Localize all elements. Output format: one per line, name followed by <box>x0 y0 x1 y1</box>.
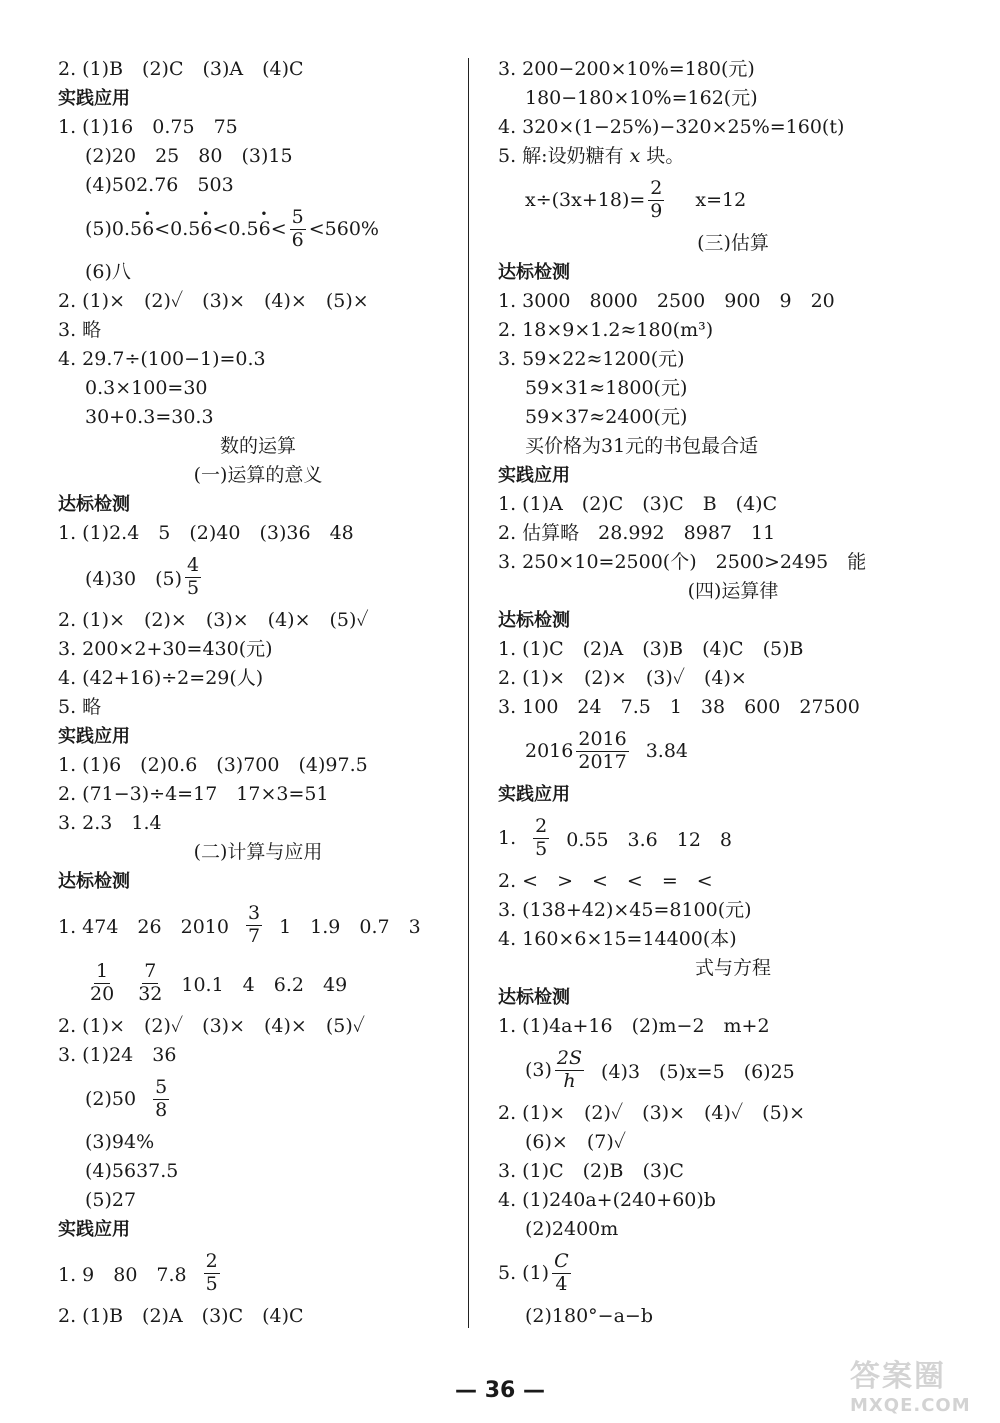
denominator: 32 <box>138 982 163 1005</box>
subsection-title: (四)运算律 <box>687 580 779 602</box>
numerator: 2S <box>556 1046 583 1069</box>
numerator: C <box>554 1249 569 1272</box>
fraction <box>246 903 262 948</box>
answer-line: 2. 估算略 28.992 8987 11 <box>498 522 776 544</box>
answer-line: 买价格为31元的书包最合适 <box>525 435 759 457</box>
answer-text: (4)3 (5)x=5 (6)25 <box>601 1060 795 1083</box>
answer-line: 4. 160×6×15=14400(本) <box>498 928 737 950</box>
subsection-title: (二)计算与应用 <box>193 841 323 863</box>
answer-text: 1. 9 80 7.8 <box>58 1263 187 1286</box>
answer-line: 4. (42+16)÷2=29(人) <box>58 667 264 689</box>
answer-line: 1. (1)16 0.75 75 <box>58 116 238 138</box>
answer-text: (2)50 <box>85 1088 137 1110</box>
answer-line: 3. (138+42)×45=8100(元) <box>498 899 752 921</box>
answer-line: 3. 200×2+30=430(元) <box>58 638 273 660</box>
chapter-title: 式与方程 <box>694 957 771 979</box>
answer-text: <0.5 <box>212 218 259 240</box>
answer-line: 1. (1)2.4 5 (2)40 (3)36 48 <box>58 522 354 544</box>
answer-text: 块。 <box>646 145 685 167</box>
answer-line: 5. 略 <box>58 696 102 718</box>
answer-text: 10.1 4 6.2 49 <box>181 973 348 996</box>
answer-line-with-fraction <box>58 896 458 954</box>
answer-line: 3. 59×22≈1200(元) <box>498 348 685 370</box>
answer-line: (5)27 <box>85 1189 137 1211</box>
fraction <box>576 729 628 774</box>
subsection-title: (三)估算 <box>697 232 769 254</box>
answer-line-with-fraction <box>58 200 458 258</box>
section-heading: 达标检测 <box>58 494 130 515</box>
answer-line: 2. (71−3)÷4=17 17×3=51 <box>58 783 329 805</box>
answer-line: 3. 100 24 7.5 1 38 600 27500 <box>498 696 860 718</box>
numerator: 2 <box>650 176 663 199</box>
answer-text: (5)0.5 <box>85 218 143 240</box>
answer-line: (2)2400m <box>525 1218 619 1240</box>
answer-line: 3. (1)C (2)B (3)C <box>498 1160 684 1182</box>
answer-line: 2. 18×9×1.2≈180(m³) <box>498 319 714 341</box>
section-heading: 实践应用 <box>498 465 570 486</box>
answer-line: 180−180×10%=162(元) <box>525 87 758 109</box>
denominator: 8 <box>155 1098 168 1121</box>
subsection-title: (一)运算的意义 <box>193 464 323 486</box>
section-heading: 实践应用 <box>498 784 570 805</box>
denominator: 5 <box>205 1272 218 1295</box>
section-heading: 达标检测 <box>498 610 570 631</box>
numerator: 2 <box>535 814 548 837</box>
answer-text: · 6<0.5 <box>142 218 200 240</box>
section-heading: 实践应用 <box>58 726 130 747</box>
answer-line: 2. (1)× (2)× (3)✓ (4)× <box>498 667 747 689</box>
answer-line-with-fraction <box>58 548 458 606</box>
answer-text: 1. 474 26 2010 <box>58 915 229 938</box>
column-divider <box>468 58 469 1328</box>
answer-line: 2. (1)B (2)A (3)C (4)C <box>58 1305 304 1327</box>
answer-line: 1. (1)A (2)C (3)C B (4)C <box>498 493 778 515</box>
answer-line-with-fraction <box>498 809 968 867</box>
denominator: 4 <box>555 1272 568 1295</box>
section-heading: 达标检测 <box>498 262 570 283</box>
answer-line: 0.3×100=30 <box>85 377 208 399</box>
left-column <box>58 55 458 1331</box>
answer-line: (4)5637.5 <box>85 1160 179 1182</box>
answer-line: 3. 2.3 1.4 <box>58 812 162 834</box>
denominator: h <box>563 1069 576 1092</box>
answer-text: 5. 解:设奶糖有 <box>498 145 624 167</box>
fraction <box>153 1077 169 1122</box>
answer-line: 3. (1)24 36 <box>58 1044 177 1066</box>
answer-line: 2. (1)× (2)× (3)× (4)× (5)✓ <box>58 609 369 631</box>
answer-text: 2016 <box>525 740 574 762</box>
answer-line: 2. (1)B (2)C (3)A (4)C <box>58 58 304 80</box>
denominator: 5 <box>535 837 548 860</box>
numerator: 1 <box>96 959 109 982</box>
numerator: 2016 <box>578 727 627 750</box>
variable: x <box>629 145 641 167</box>
answer-line: 1. (1)6 (2)0.6 (3)700 (4)97.5 <box>58 754 368 776</box>
answer-text: x÷(3x+18)= <box>525 189 646 211</box>
fraction <box>136 961 164 1006</box>
answer-line: 30+0.3=30.3 <box>85 406 214 428</box>
answer-line: 59×31≈1800(元) <box>525 377 688 399</box>
numerator: 4 <box>187 553 200 576</box>
denominator: 9 <box>650 199 663 222</box>
answer-line: 3. 略 <box>58 319 102 341</box>
fraction <box>552 1251 571 1296</box>
fraction <box>648 178 664 223</box>
answer-line: (3)94% <box>85 1131 155 1153</box>
answer-text: 1 1.9 0.7 3 <box>279 915 421 938</box>
answer-line: (2)180°−a−b <box>525 1305 654 1327</box>
answer-text: 0.55 3.6 12 8 <box>566 828 733 851</box>
answer-text: x=12 <box>695 189 747 211</box>
numerator: 2 <box>205 1249 218 1272</box>
section-heading: 实践应用 <box>58 88 130 109</box>
answer-line-with-fraction <box>498 722 968 780</box>
answer-text: (4)30 (5) <box>85 567 183 590</box>
answer-line: 4. 29.7÷(100−1)=0.3 <box>58 348 266 370</box>
answer-line: (2)20 25 80 (3)15 <box>85 145 293 167</box>
answer-text: · 6 <box>200 218 212 240</box>
answer-line-with-fraction <box>498 1041 968 1099</box>
answer-line: (6)× (7)✓ <box>525 1131 627 1153</box>
numerator: 5 <box>291 205 304 228</box>
answer-line: (6)八 <box>85 261 131 283</box>
answer-text: 1. <box>498 827 517 849</box>
denominator: 6 <box>291 228 304 251</box>
numerator: 5 <box>155 1075 168 1098</box>
answer-line: 3. 200−200×10%=180(元) <box>498 58 755 80</box>
section-heading: 实践应用 <box>58 1219 130 1240</box>
answer-text: 5. (1) <box>498 1262 550 1284</box>
fraction <box>88 961 116 1006</box>
numerator: 3 <box>247 901 261 924</box>
denominator: 2017 <box>578 750 627 773</box>
denominator: 20 <box>90 982 115 1005</box>
answer-text: 3.84 <box>645 740 689 762</box>
answer-line-with-fraction <box>498 1244 968 1302</box>
answer-line: 3. 250×10=2500(个) 2500>2495 能 <box>498 551 867 573</box>
answer-line-with-fraction <box>58 1070 458 1128</box>
watermark-logo <box>850 1351 980 1416</box>
denominator: 7 <box>247 924 261 947</box>
answer-line: 59×37≈2400(元) <box>525 406 688 428</box>
fraction <box>290 207 306 252</box>
answer-line: 1. (1)C (2)A (3)B (4)C (5)B <box>498 638 804 660</box>
answer-line-with-fraction <box>58 1244 458 1302</box>
answer-line-with-fraction <box>498 171 968 229</box>
watermark-text: 答案圈 <box>850 1359 946 1394</box>
answer-line: (4)502.76 503 <box>85 174 234 196</box>
answer-line: 4. 320×(1−25%)−320×25%=160(t) <box>498 116 845 138</box>
answer-line: 2. (1)× (2)✓ (3)× (4)× (5)✓ <box>58 1015 366 1037</box>
answer-line: 1. 3000 8000 2500 900 9 20 <box>498 290 835 312</box>
answer-line: 2. < > < < = < <box>498 870 713 892</box>
denominator: 5 <box>187 576 200 599</box>
answer-line: 1. (1)4a+16 (2)m−2 m+2 <box>498 1015 770 1037</box>
answer-text: (3) <box>525 1059 552 1081</box>
answer-line: 2. (1)× (2)✓ (3)× (4)× (5)× <box>58 290 369 312</box>
answer-text: <560% <box>308 218 379 240</box>
section-heading: 达标检测 <box>58 871 130 892</box>
answer-line <box>498 142 968 171</box>
answer-text: · 6< <box>259 218 287 240</box>
section-heading: 达标检测 <box>498 987 570 1008</box>
numerator: 7 <box>144 959 157 982</box>
answer-line-with-fraction <box>58 954 458 1012</box>
answer-line: 2. (1)× (2)✓ (3)× (4)✓ (5)× <box>498 1102 806 1124</box>
page-number: — 36 — <box>455 1378 545 1403</box>
watermark-url: MXQE.COM <box>850 1395 971 1416</box>
answer-line: 4. (1)240a+(240+60)b <box>498 1189 716 1211</box>
chapter-title: 数的运算 <box>219 435 296 457</box>
fraction <box>533 816 549 861</box>
fraction <box>204 1251 220 1296</box>
fraction <box>185 555 201 600</box>
right-column <box>498 55 968 1331</box>
fraction <box>555 1048 584 1093</box>
